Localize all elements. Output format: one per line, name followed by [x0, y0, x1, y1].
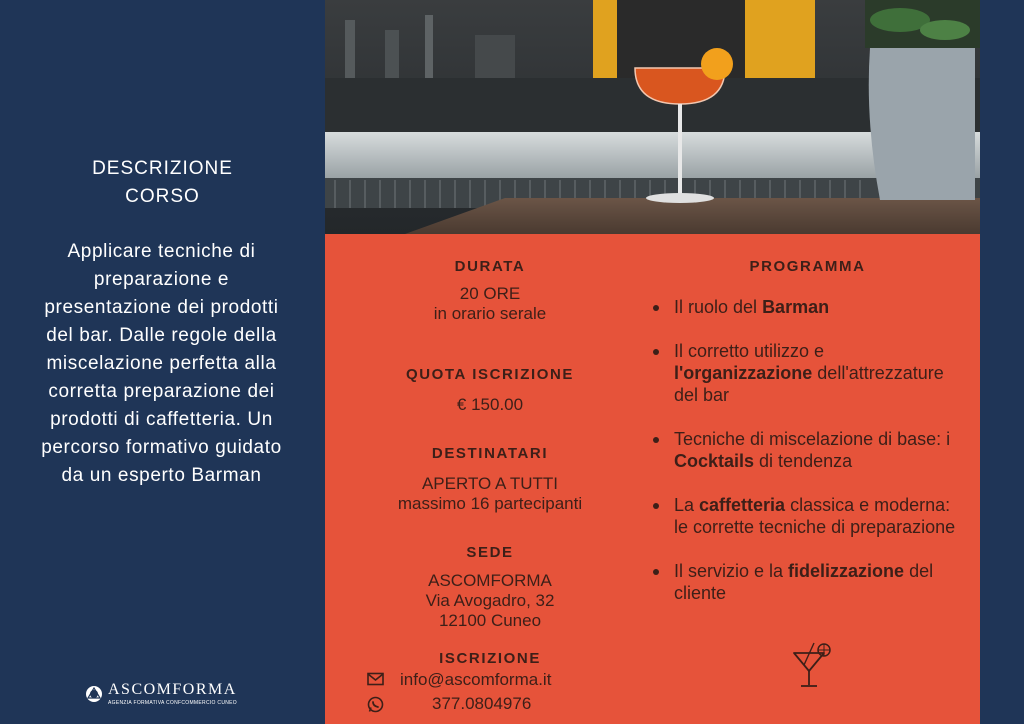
contact-block [325, 670, 655, 720]
logo-tagline: AGENZIA FORMATIVA CONFCOMMERCIO CUNEO [108, 700, 237, 706]
quota-value: € 150.00 [456, 395, 524, 414]
item-text: Tecniche di miscelazione di base: i [674, 429, 951, 449]
item-bold: caffetteria [699, 495, 786, 515]
programma-title: PROGRAMMA [749, 258, 866, 275]
iscrizione-title: ISCRIZIONE [439, 650, 541, 667]
item-text: Il servizio e la [674, 561, 789, 581]
programma-item [653, 560, 963, 604]
item-text-end: del cliente [674, 561, 934, 603]
ascomforma-logo [84, 680, 244, 710]
sede-line1: ASCOMFORMA [428, 571, 552, 590]
lion-emblem-icon [84, 684, 104, 704]
item-bold: l'organizzazione [674, 363, 813, 383]
envelope-icon [367, 672, 384, 686]
iscrizione-section [325, 650, 655, 667]
sede-line2: Via Avogadro, 32 [425, 591, 555, 610]
quota-section [325, 366, 655, 415]
right-border-strip [980, 0, 1024, 724]
description-text: Applicare tecniche di preparazione e presentazione dei prodotti del bar. Dalle regole della miscelazione perfetta alla corretta preparazione dei prodotti di caffetteria. Un percorso formativo guidato da un esperto Barman [41, 241, 282, 486]
sede-line3: 12100 Cuneo [438, 611, 542, 630]
item-text: Il ruolo del [674, 297, 763, 317]
item-bold: Barman [762, 297, 830, 317]
item-bold: Cocktails [674, 451, 755, 471]
item-text-end: classica e moderna: le corrette tecniche di preparazione [674, 495, 956, 537]
durata-title: DURATA [454, 258, 526, 275]
description-title-line2: CORSO [125, 186, 200, 207]
programma-item [653, 494, 963, 538]
programma-item [653, 296, 963, 318]
item-text: Il corretto utilizzo e [674, 341, 825, 361]
phone-row[interactable] [367, 694, 627, 716]
description-title [0, 155, 325, 211]
email-row[interactable] [367, 670, 627, 692]
item-text: La [674, 495, 700, 515]
programma-list [653, 296, 963, 626]
phone-number[interactable]: 377.0804976 [432, 694, 532, 713]
logo-name: ASCOMFORMA [108, 681, 237, 698]
whatsapp-icon [367, 696, 384, 713]
programma-item [653, 428, 963, 472]
quota-title: QUOTA ISCRIZIONE [405, 366, 575, 383]
sede-section [325, 544, 655, 631]
sede-title: SEDE [466, 544, 514, 561]
course-info-panel [325, 234, 980, 724]
bar-cocktail-photo [325, 0, 980, 234]
durata-section [325, 258, 655, 324]
email-link[interactable]: info@ascomforma.it [400, 670, 552, 689]
destinatari-line2: massimo 16 partecipanti [397, 494, 583, 513]
destinatari-line1: APERTO A TUTTI [421, 474, 559, 493]
cocktail-glass-icon [790, 639, 832, 691]
durata-line1: 20 ORE [459, 284, 521, 303]
description-title-line1: DESCRIZIONE [92, 158, 233, 179]
item-bold: fidelizzazione [788, 561, 905, 581]
destinatari-section [325, 445, 655, 514]
item-text-end: dell'attrezzature del bar [674, 363, 944, 405]
sidebar [0, 0, 325, 724]
durata-line2: in orario serale [433, 304, 547, 323]
destinatari-title: DESTINATARI [431, 445, 549, 462]
programma-item [653, 340, 963, 406]
item-text-end: di tendenza [754, 451, 853, 471]
